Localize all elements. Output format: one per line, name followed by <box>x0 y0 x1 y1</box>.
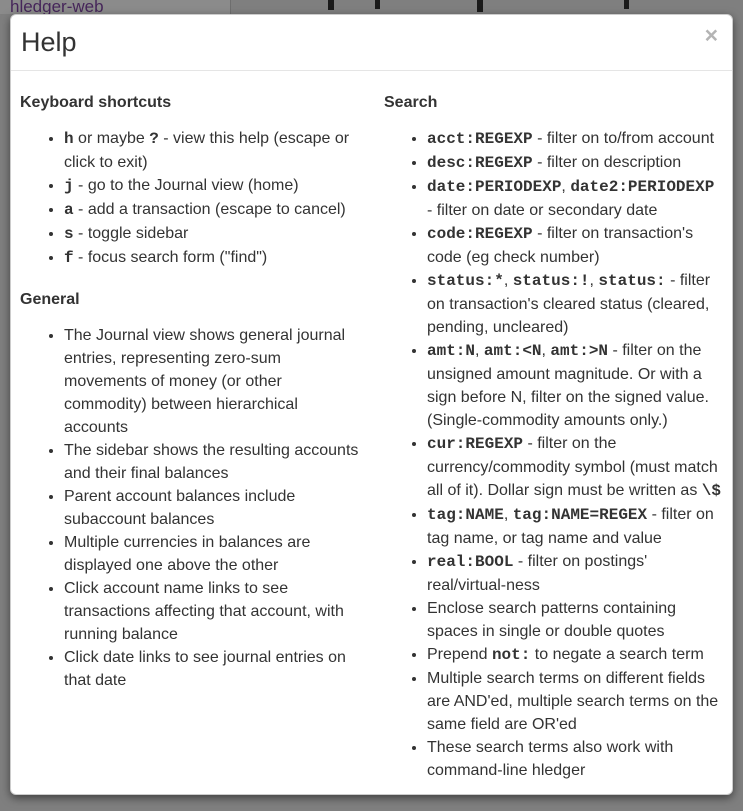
list-item: • desc:REGEXP - filter on description <box>427 151 721 175</box>
list-item: • The sidebar shows the resulting accounts and their final balances <box>64 439 360 485</box>
inline-code: date2:PERIODEXP <box>570 178 715 196</box>
inline-code: amt:>N <box>550 342 609 360</box>
list-item: • Parent account balances include subaccount balances <box>64 485 360 531</box>
inline-code: s <box>64 225 74 243</box>
close-icon[interactable]: × <box>704 22 718 48</box>
inline-code: desc:REGEXP <box>427 154 533 172</box>
inline-code: amt:N <box>427 342 476 360</box>
list-item: • Multiple search terms on different fields are AND'ed, multiple search terms on the same field are OR'ed <box>427 667 721 736</box>
list-item: • real:BOOL - filter on postings' real/virtual-ness <box>427 550 721 597</box>
background-heading-fragment <box>477 0 483 12</box>
list-item: • date:PERIODEXP, date2:PERIODEXP - filter on date or secondary date <box>427 175 721 222</box>
list-item: • s - toggle sidebar <box>64 222 360 246</box>
inline-code: code:REGEXP <box>427 225 533 243</box>
background-sidebar-divider <box>230 0 231 14</box>
hledger-web-brand-link[interactable]: hledger-web <box>10 0 104 14</box>
background-page <box>0 0 743 14</box>
column-left <box>20 83 360 710</box>
section-heading-keyboard-shortcuts: Keyboard shortcuts <box>20 94 172 111</box>
inline-code: status:! <box>512 272 590 290</box>
list-item: • f - focus search form ("find") <box>64 246 360 270</box>
inline-code: not: <box>491 646 531 664</box>
list-item: • a - add a transaction (escape to cancel) <box>64 198 360 222</box>
list-item: • j - go to the Journal view (home) <box>64 174 360 198</box>
modal-header <box>11 15 732 71</box>
inline-code: tag:NAME=REGEX <box>512 506 648 524</box>
background-heading-fragment <box>375 0 380 9</box>
inline-code: status:* <box>427 272 504 290</box>
list-item: • Click account name links to see transactions affecting that account, with running balance <box>64 577 360 646</box>
list-item: • These search terms also work with command-line hledger <box>427 736 721 782</box>
inline-code: cur:REGEXP <box>427 435 524 453</box>
list-item: • code:REGEXP - filter on transaction's code (eg check number) <box>427 222 721 269</box>
list-item: • Multiple currencies in balances are displayed one above the other <box>64 531 360 577</box>
inline-code: a <box>64 201 74 219</box>
inline-code: j <box>64 177 74 195</box>
list-item: • Enclose search patterns containing spaces in single or double quotes <box>427 597 721 643</box>
list-item: • status:*, status:!, status: - filter on transaction's cleared status (cleared, pending, uncleared) <box>427 269 721 339</box>
background-heading-fragment <box>624 0 629 9</box>
list-item: • amt:N, amt:<N, amt:>N - filter on the unsigned amount magnitude. Or with a sign before N, filter on the signed value. (Single-commodity amounts only.) <box>427 339 721 432</box>
list-item: • Prepend not: to negate a search term <box>427 643 721 667</box>
general-list <box>20 324 360 692</box>
inline-code: f <box>64 249 74 267</box>
inline-code: amt:<N <box>483 342 542 360</box>
list-item: • The Journal view shows general journal entries, representing zero-sum movements of money (or other commodity) between hierarchical accounts <box>64 324 360 439</box>
list-item: • cur:REGEXP - filter on the currency/commodity symbol (must match all of it). Dollar sign must be written as \$ <box>427 432 721 503</box>
inline-code: \$ <box>701 482 721 500</box>
search-list <box>384 127 721 782</box>
inline-code: tag:NAME <box>427 506 504 524</box>
column-right <box>374 83 721 794</box>
inline-code: h <box>64 130 74 148</box>
background-heading-fragment <box>328 0 334 10</box>
modal-body <box>11 71 732 794</box>
inline-code: real:BOOL <box>427 553 514 571</box>
keyboard-shortcuts-list <box>20 127 360 270</box>
inline-code: ? <box>149 130 159 148</box>
list-item: • tag:NAME, tag:NAME=REGEX - filter on tag name, or tag name and value <box>427 503 721 550</box>
inline-code: acct:REGEXP <box>427 130 533 148</box>
inline-code: date:PERIODEXP <box>427 178 562 196</box>
list-item: • acct:REGEXP - filter on to/from account <box>427 127 721 151</box>
inline-code: status: <box>598 272 666 290</box>
help-modal <box>10 14 733 795</box>
section-heading-search: Search <box>384 94 438 111</box>
list-item: • Click date links to see journal entries on that date <box>64 646 360 692</box>
modal-title: Help <box>21 27 77 57</box>
section-heading-general: General <box>20 291 80 308</box>
list-item: • h or maybe ? - view this help (escape or click to exit) <box>64 127 360 174</box>
